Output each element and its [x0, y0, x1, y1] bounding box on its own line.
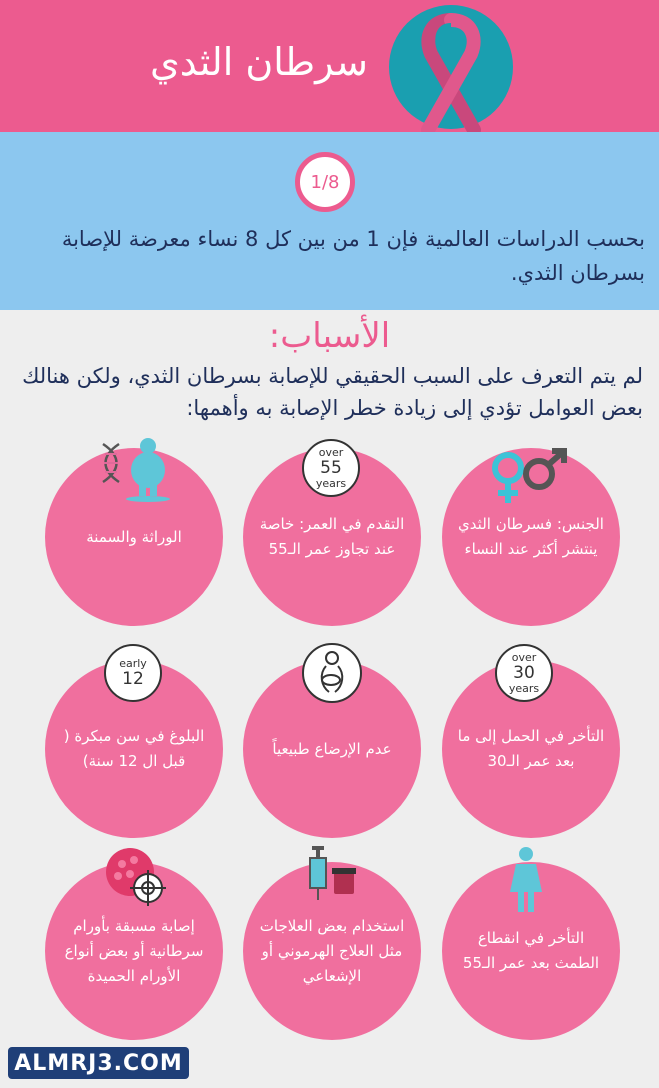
factor-text: التأخر في انقطاع الطمث بعد عمر الـ55 [462, 929, 600, 972]
factor-text: البلوغ في سن مبكرة ( قبل ال 12 سنة) [63, 727, 205, 770]
dna-obesity-icon [95, 436, 175, 506]
medication-icon [298, 846, 362, 904]
ratio-ring [295, 152, 355, 212]
causes-title: الأسباب: [268, 316, 391, 356]
breastfeeding-icon [301, 642, 363, 708]
pink-ribbon-icon [386, 2, 516, 132]
factor-text: استخدام بعض العلاجات مثل العلاج الهرموني أو الإشعاعي [259, 916, 405, 985]
gender-icon [484, 448, 574, 512]
factor-text: التقدم في العمر: خاصة عند تجاوز عمر الـ55 [259, 515, 405, 558]
causes-intro: لم يتم التعرف على السبب الحقيقي للإصابة بسرطان الثدي، ولكن هنالك بعض العوامل تؤدي إلى زيادة خطر الإصابة به وأهمها: [22, 364, 643, 420]
statistic-text: بحسب الدراسات العالمية فإن 1 من بين كل 8 نساء معرضة للإصابة بسرطان الثدي. [61, 227, 645, 285]
ratio-text: 1/8 [310, 171, 340, 193]
page-title: سرطان الثدي [150, 40, 368, 84]
factor-text: الجنس: فسرطان الثدي ينتشر أكثر عند النساء [458, 515, 604, 558]
woman-icon [506, 846, 546, 920]
tumor-target-icon [104, 846, 168, 914]
factor-text: عدم الإرضاع طبيعياً [272, 739, 392, 758]
age-12-badge: early 12 [104, 644, 162, 702]
factor-text: التأخر في الحمل إلى ما بعد عمر الـ30 [457, 727, 605, 770]
site-logo[interactable]: ALMRJ3.COM [8, 1047, 189, 1079]
header-banner [0, 0, 659, 132]
factor-text: إصابة مسبقة بأورام سرطانية أو بعض أنواع الأورام الحميدة [64, 916, 204, 985]
factor-text: الوراثة والسمنة [86, 527, 182, 546]
age-55-badge: over 55 years [302, 439, 360, 497]
age-30-badge: over 30 years [495, 644, 553, 702]
